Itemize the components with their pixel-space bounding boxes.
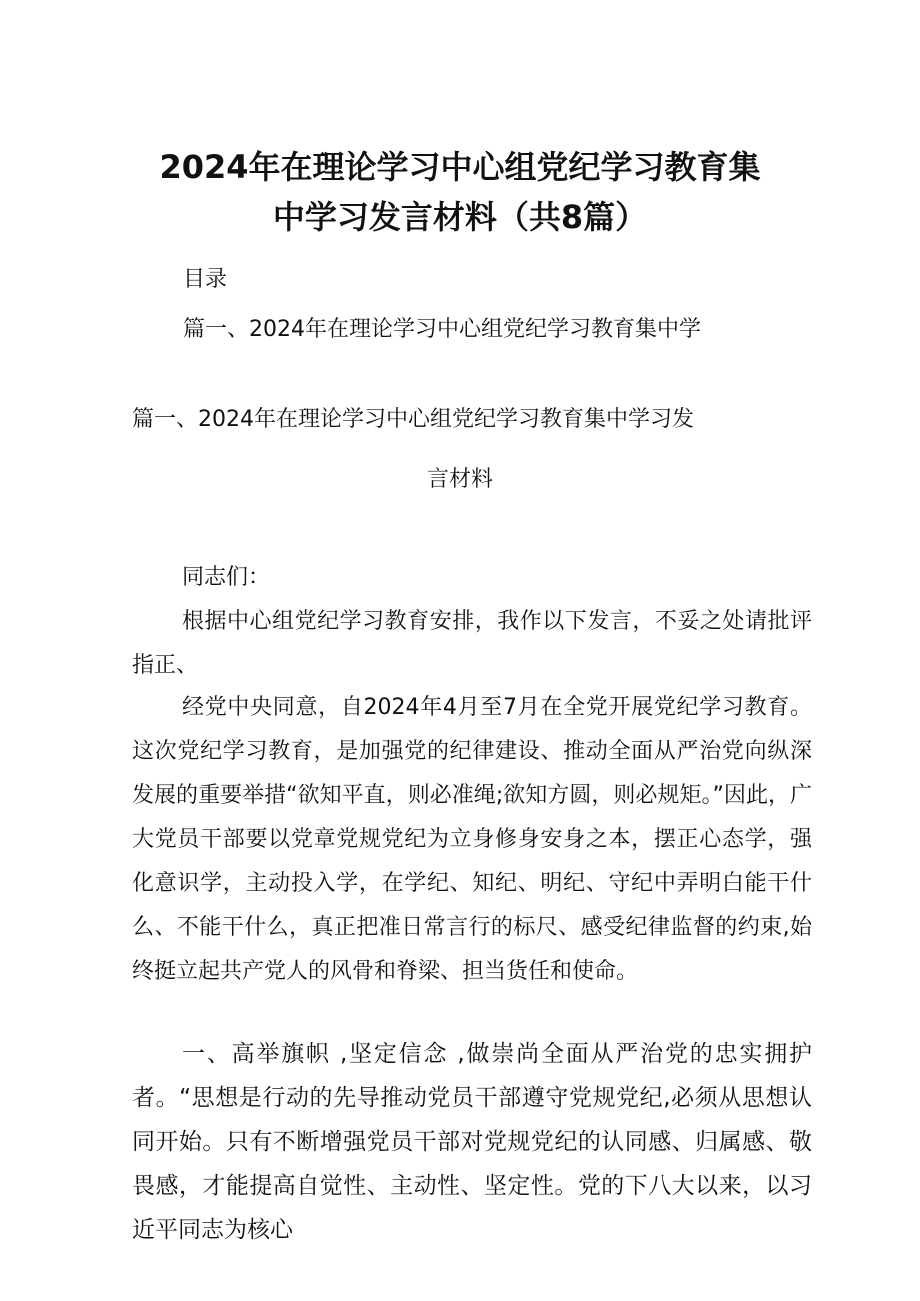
paragraph-2: 经党中央同意，自2024年4月至7月在全党开展党纪学习教育。这次党纪学习教育，是加强党的纪律建设、推动全面从严治党向纵深发展的重要举措“欲知平直，则必准绳;欲知方圆，则必规矩。”因此，广大党员干部要以党章党规党纪为立身修身安身之本，摆正心态学，强化意识学，主动投入学，在学纪、知纪、明纪、守纪中弄明白能干什么、不能干什么，真正把准日常言行的标尺、感受纪律监督的约束,始终挺立起共产党人的风骨和脊梁、担当货任和使命。 [132, 695, 812, 984]
paragraph-3-block [132, 1032, 812, 1252]
greeting: 同志们： [182, 565, 271, 590]
paragraph-1-block [132, 600, 812, 688]
toc-item-1[interactable]: 篇一、2024年在理论学习中心组党纪学习教育集中学 [183, 317, 701, 342]
paragraph-3: 一、高举旗帜 ,坚定信念 ,做崇尚全面从严治党的忠实拥护者。“思想是行动的先导推动党员干部遵守党规党纪,必须从思想认同开始。只有不断增强党员干部对党规党纪的认同感、归属感、敬畏感，才能提高自觉性、主动性、坚定性。党的下八大以来，以习近平同志为核心 [132, 1041, 812, 1243]
section-title-line-1: 篇一、2024年在理论学习中心组党纪学习教育集中学习发 [132, 407, 694, 432]
toc-label: 目录 [183, 267, 228, 292]
paragraph-1: 根据中心组党纪学习教育安排，我作以下发言，不妥之处请批评指正、 [132, 609, 812, 678]
paragraph-2-block [132, 686, 812, 994]
greeting-block [132, 556, 812, 600]
section-title-line-2: 言材料 [426, 467, 493, 492]
document-title-line-1: 2024年在理论学习中心组党纪学习教育集 [159, 148, 761, 186]
document-title-line-2: 中学习发言材料（共8篇） [272, 198, 648, 236]
